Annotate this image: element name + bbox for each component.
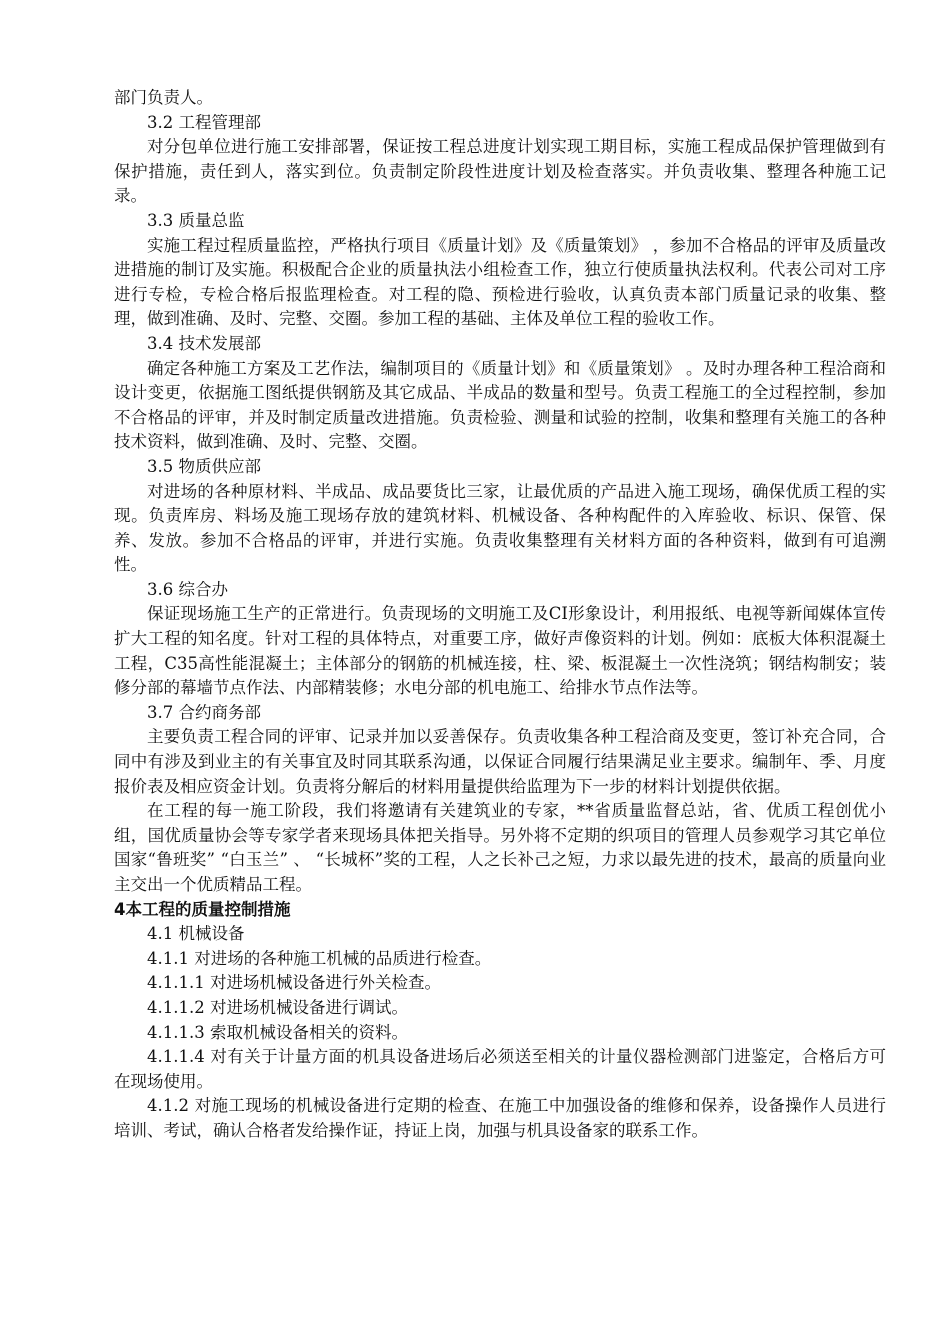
paragraph-material-supply: 对进场的各种原材料、半成品、成品要货比三家，让最优质的产品进入施工现场，确保优质工程的实现。负责库房、料场及施工现场存放的建筑材料、机械设备、各种构配件的入库验收、标识、保管、保养、发放。参加不合格品的评审，并进行实施。负责收集整理有关材料方面的各种资料，做到有可追溯性。 [114,481,886,575]
chapter-heading-4: 4本工程的质量控制措施 [114,899,291,919]
item-4-1-2: 4.1.2 对施工现场的机械设备进行定期的检查、在施工中加强设备的维修和保养，设备操作人员进行培训、考试，确认合格者发给操作证，持证上岗，加强与机具设备家的联系工作。 [114,1096,886,1140]
section-heading-3-2: 3.2 工程管理部 [147,112,261,132]
item-4-1-1-2: 4.1.1.2 对进场机械设备进行调试。 [147,997,408,1017]
item-4-1-1-3: 4.1.1.3 索取机械设备相关的资料。 [147,1022,408,1042]
document-page [114,86,886,1144]
section-heading-3-4: 3.4 技术发展部 [147,333,261,353]
section-heading-3-6: 3.6 综合办 [147,579,228,599]
item-4-1-1-4: 4.1.1.4 对有关于计量方面的机具设备进场后必须送至相关的计量仪器检测部门进鉴定，合格后方可在现场使用。 [114,1047,886,1091]
section-heading-4-1: 4.1 机械设备 [147,924,245,944]
paragraph-expert-guidance: 在工程的每一施工阶段，我们将邀请有关建筑业的专家，**省质量监督总站，省、优质工程创优小组，国优质量协会等专家学者来现场具体把关指导。另外将不定期的织项目的管理人员参观学习其它单位国家“鲁班奖” “白玉兰” 、 “长城杯”奖的工程，人之长补己之短，力求以最先进的技术，最高的质量向业主交出一个优质精品工程。 [114,801,886,894]
paragraph-quality-director: 实施工程过程质量监控，严格执行项目《质量计划》及《质量策划》 ，参加不合格品的评审及质量改进措施的制订及实施。积极配合企业的质量执法小组检查工作，独立行使质量执法权利。代表公司对工序进行专检，专检合格后报监理检查。对工程的隐、预检进行验收，认真负责本部门质量记录的收集、整理，做到准确、及时、完整、交圈。参加工程的基础、主体及单位工程的验收工作。 [114,235,886,329]
item-4-1-1: 4.1.1 对进场的各种施工机械的品质进行检查。 [147,948,492,968]
paragraph-contract-commerce: 主要负责工程合同的评审、记录并加以妥善保存。负责收集各种工程洽商及变更，签订补充合同，合同中有涉及到业主的有关事宜及时同其联系沟通，以保证合同履行结果满足业主要求。编制年、季、月度报价表及相应资金计划。负责将分解后的材料用量提供给监理为下一步的材料计划提供依据。 [114,727,886,796]
section-heading-3-7: 3.7 合约商务部 [147,702,261,722]
paragraph-technology-development: 确定各种施工方案及工艺作法，编制项目的《质量计划》和《质量策划》 。及时办理各种工程洽商和设计变更，依据施工图纸提供钢筋及其它成品、半成品的数量和型号。负责工程施工的全过程控制，参加不合格品的评审，并及时制定质量改进措施。负责检验、测量和试验的控制，收集和整理有关施工的各种技术资料，做到准确、及时、完整、交圈。 [114,358,886,452]
paragraph-general-office: 保证现场施工生产的正常进行。负责现场的文明施工及CI形象设计，利用报纸、电视等新闻媒体宣传扩大工程的知名度。针对工程的具体特点，对重要工序，做好声像资料的计划。例如：底板大体积混凝土工程，C35高性能混凝土；主体部分的钢筋的机械连接，柱、梁、板混凝土一次性浇筑；钢结构制安；装修分部的幕墙节点作法、内部精装修；水电分部的机电施工、给排水节点作法等。 [114,604,886,698]
paragraph-engineering-management: 对分包单位进行施工安排部署，保证按工程总进度计划实现工期目标，实施工程成品保护管理做到有保护措施，责任到人，落实到位。负责制定阶段性进度计划及检查落实。并负责收集、整理各种施工记录。 [114,137,886,206]
item-4-1-1-1: 4.1.1.1 对进场机械设备进行外关检查。 [147,973,441,993]
paragraph-continuation: 部门负责人。 [114,88,213,107]
section-heading-3-3: 3.3 质量总监 [147,210,245,230]
section-heading-3-5: 3.5 物质供应部 [147,456,261,476]
